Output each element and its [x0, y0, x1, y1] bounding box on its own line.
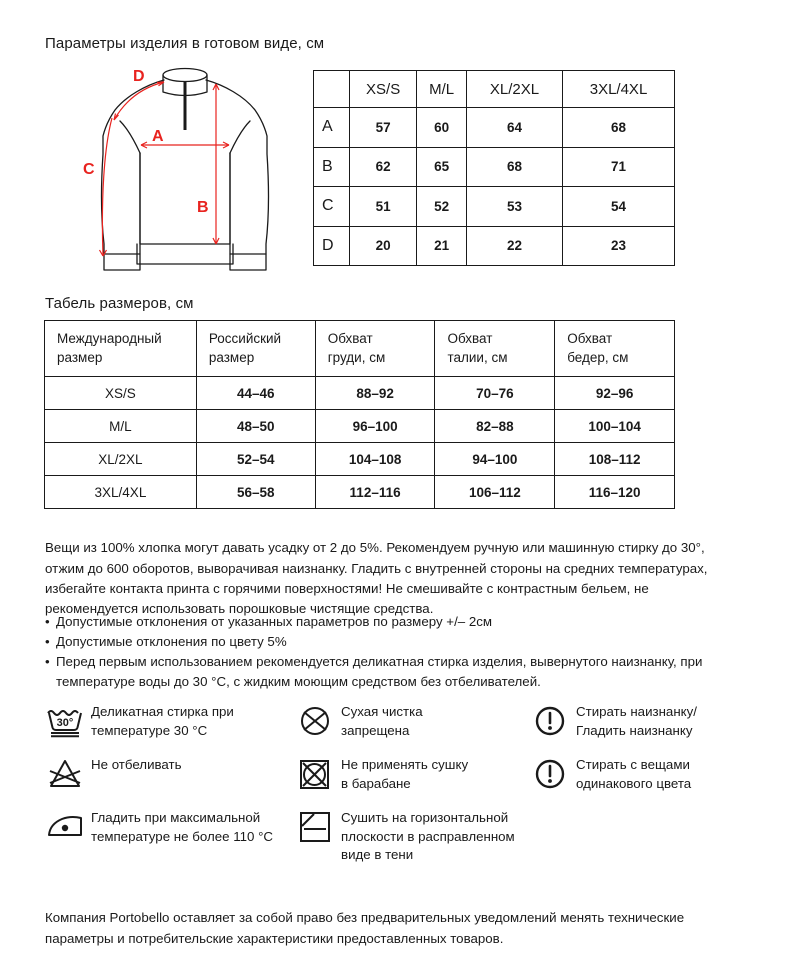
header-line-2: талии, см: [447, 349, 508, 365]
care-symbol-wash-inside-out: [530, 702, 755, 755]
table-row: [314, 226, 675, 266]
care-symbols-grid: [45, 702, 755, 872]
table-row: [45, 443, 675, 476]
label-line-1: Не применять сушку: [341, 757, 469, 772]
table-row: [45, 410, 675, 443]
header-line-2: размер: [208, 349, 255, 365]
care-symbol-delicate-wash: [45, 702, 295, 755]
do-not-bleach-icon: [45, 755, 91, 797]
care-symbol-label: [91, 755, 182, 775]
measure-label-d: D: [133, 68, 145, 85]
cell-a-xl2xl: 64: [467, 108, 563, 148]
label-line-1: Стирать с вещами: [576, 757, 690, 772]
wash-tub-30-delicate-icon: [45, 702, 91, 744]
page-title-product-measurements: Параметры изделия в готовом виде, см: [45, 35, 325, 52]
list-item: • Допустимые отклонения от указанных параметров по размеру +/– 2см: [45, 612, 745, 632]
table-header-row: [45, 321, 675, 377]
care-symbol-label: [576, 702, 697, 740]
list-item: • Допустимые отклонения по цвету 5%: [45, 632, 745, 652]
iron-one-dot-icon: [45, 808, 91, 850]
row-label-a: A: [314, 108, 350, 148]
cell-hips-0: 92–96: [555, 377, 675, 410]
do-not-dry-clean-icon: [295, 702, 341, 744]
care-symbol-dry-flat-shade: [295, 808, 530, 872]
care-symbol-do-not-tumble-dry: [295, 755, 530, 808]
cell-d-3xl4xl: 23: [563, 226, 675, 266]
dry-flat-in-shade-icon: [295, 808, 341, 850]
cell-ru-2: 52–54: [196, 443, 315, 476]
cell-b-xl2xl: 68: [467, 147, 563, 187]
care-symbols-column-1: [45, 702, 295, 872]
cell-d-xss: 20: [350, 226, 417, 266]
cell-d-xl2xl: 22: [467, 226, 563, 266]
garment-diagram: [68, 58, 303, 273]
attention-exclamation-icon: [530, 702, 576, 744]
cell-intl-1: M/L: [45, 410, 197, 443]
table-row: [45, 476, 675, 509]
cell-waist-2: 94–100: [435, 443, 555, 476]
header-cell-ru-size: [196, 321, 315, 377]
cell-intl-3: 3XL/4XL: [45, 476, 197, 509]
cell-a-xss: 57: [350, 108, 417, 148]
care-symbol-label: [91, 702, 234, 740]
cell-a-3xl4xl: 68: [563, 108, 675, 148]
care-symbol-label: [576, 755, 691, 793]
cell-b-3xl4xl: 71: [563, 147, 675, 187]
footer-disclaimer: Компания Portobello оставляет за собой право без предварительных уведомлений менять технические параметры и потребительские характеристики предоставленных товаров.: [45, 910, 685, 946]
cell-ru-1: 48–50: [196, 410, 315, 443]
tolerances-bullet-list: [45, 612, 745, 692]
cell-waist-1: 82–88: [435, 410, 555, 443]
label-line-1: Не отбеливать: [91, 757, 182, 772]
label-line-1: Деликатная стирка при: [91, 704, 234, 719]
label-line-2: Гладить наизнанку: [576, 722, 693, 738]
cell-waist-0: 70–76: [435, 377, 555, 410]
cell-chest-1: 96–100: [315, 410, 435, 443]
care-symbol-do-not-bleach: [45, 755, 295, 808]
table-header-row: [314, 71, 675, 108]
cell-ru-0: 44–46: [196, 377, 315, 410]
row-label-d: D: [314, 226, 350, 266]
do-not-tumble-dry-icon: [295, 755, 341, 797]
header-line-2: бедер, см: [567, 349, 629, 365]
table-row: [314, 147, 675, 187]
label-line-2: температуре 30 °C: [91, 722, 208, 738]
care-symbol-label: [341, 755, 468, 793]
page-title-size-chart: Табель размеров, см: [45, 295, 194, 312]
cell-c-xl2xl: 53: [467, 187, 563, 227]
header-cell-size-3: 3XL/4XL: [563, 71, 675, 108]
cell-ru-3: 56–58: [196, 476, 315, 509]
measure-label-c: C: [83, 161, 95, 178]
label-line-2: одинакового цвета: [576, 775, 692, 791]
header-cell-waist: [435, 321, 555, 377]
care-instructions-paragraph: Вещи из 100% хлопка могут давать усадку от 2 до 5%. Рекомендуем ручную или машинную стирку до 30°, отжим до 600 оборотов, выворачивая наизнанку. Гладить с внутренней стороны на средних температурах, избегайте контакта принта с горячими поверхностями! Не смешивайте с контрастным бельем, не рекомендуется использовать порошковые чистящие средства.: [45, 540, 708, 617]
label-line-1: Сушить на горизонтальной: [341, 810, 509, 825]
table-product-measurements: [313, 70, 675, 266]
measure-label-b: B: [197, 199, 209, 216]
label-line-2: запрещена: [341, 722, 410, 738]
cell-chest-3: 112–116: [315, 476, 435, 509]
header-line-1: Обхват: [327, 331, 373, 347]
header-line-2: груди, см: [327, 349, 386, 365]
iron-dot: [62, 825, 68, 831]
label-line-2: плоскости в расправленном: [341, 828, 515, 844]
header-cell-corner: [314, 71, 350, 108]
table-row: [314, 108, 675, 148]
header-line-1: Российский: [208, 331, 282, 347]
care-symbol-do-not-dry-clean: [295, 702, 530, 755]
row-label-b: B: [314, 147, 350, 187]
header-line-1: Международный: [57, 331, 162, 347]
table-size-chart: [44, 320, 675, 509]
care-symbol-wash-with-like-colors: [530, 755, 755, 808]
label-line-1: Стирать наизнанку/: [576, 704, 697, 719]
cell-hips-1: 100–104: [555, 410, 675, 443]
cell-d-ml: 21: [417, 226, 467, 266]
cell-intl-2: XL/2XL: [45, 443, 197, 476]
cell-hips-2: 108–112: [555, 443, 675, 476]
care-symbols-column-3: [530, 702, 755, 872]
label-line-1: Гладить при максимальной: [91, 810, 261, 825]
care-symbol-label: [91, 808, 273, 846]
care-symbol-label: [341, 808, 515, 865]
cell-chest-0: 88–92: [315, 377, 435, 410]
table-row: [314, 187, 675, 227]
care-symbol-iron-low: [45, 808, 295, 861]
list-item: • Перед первым использованием рекомендуется деликатная стирка изделия, вывернутого наизнанку, при температуре воды до 30 °C, с жидким моющим средством без отбеливателей.: [45, 652, 745, 692]
label-line-2: температуре не более 110 °C: [91, 828, 274, 844]
label-line-1: Сухая чистка: [341, 704, 423, 719]
header-cell-intl-size: [45, 321, 197, 377]
measure-line-d: [114, 82, 164, 120]
cell-intl-0: XS/S: [45, 377, 197, 410]
label-line-3: виде в тени: [341, 847, 414, 862]
row-label-c: C: [314, 187, 350, 227]
header-cell-size-1: M/L: [417, 71, 467, 108]
measure-label-a: A: [152, 128, 164, 145]
measure-line-c: [102, 118, 112, 256]
cell-waist-3: 106–112: [435, 476, 555, 509]
wash-temp-badge: 30°: [56, 717, 74, 729]
care-symbol-label: [341, 702, 423, 740]
care-symbols-column-2: [295, 702, 530, 872]
header-cell-chest: [315, 321, 435, 377]
header-cell-size-0: XS/S: [350, 71, 417, 108]
header-line-2: размер: [57, 349, 103, 365]
label-line-2: в барабане: [341, 775, 411, 791]
cell-c-ml: 52: [417, 187, 467, 227]
table-row: [45, 377, 675, 410]
cell-c-xss: 51: [350, 187, 417, 227]
header-cell-size-2: XL/2XL: [467, 71, 563, 108]
cell-a-ml: 60: [417, 108, 467, 148]
header-line-1: Обхват: [567, 331, 613, 347]
cell-hips-3: 116–120: [555, 476, 675, 509]
attention-exclamation-icon: [530, 755, 576, 797]
collar-top: [163, 69, 207, 82]
cell-b-ml: 65: [417, 147, 467, 187]
cell-chest-2: 104–108: [315, 443, 435, 476]
header-cell-hips: [555, 321, 675, 377]
cell-c-3xl4xl: 54: [563, 187, 675, 227]
header-line-1: Обхват: [447, 331, 493, 347]
cell-b-xss: 62: [350, 147, 417, 187]
